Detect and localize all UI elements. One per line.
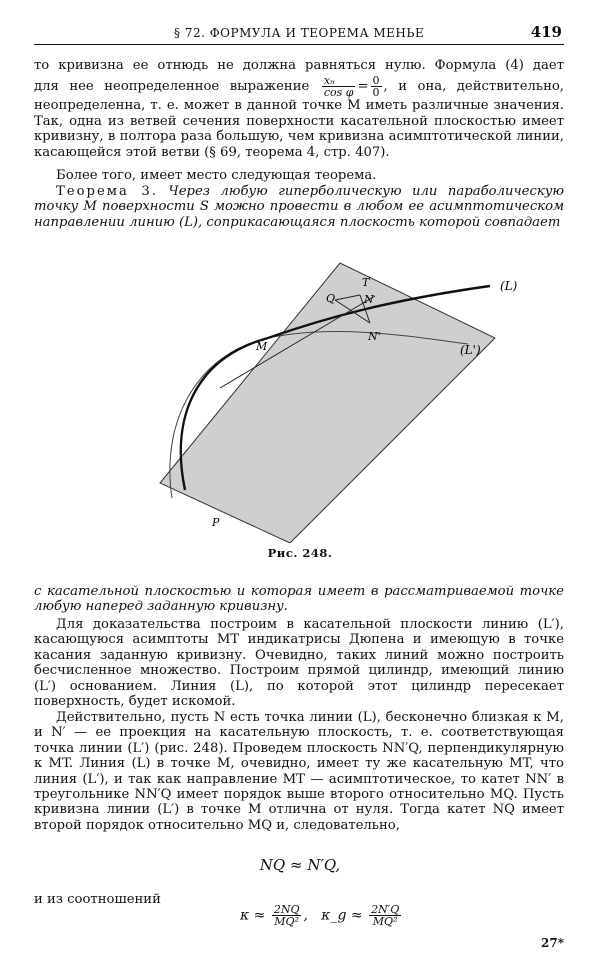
paragraph-argument: Действительно, пусть N есть точка линии (L), бесконечно близкая к M, и N′ — ее проекция на касательную плоскость, т. е. соответствующая точка линии (L′) (рис. 248). Проведем плоскость NN′Q, перпендикулярную к MT. Линия (L) в точке M, очевидно, имеет ту же касательную MT, что линия (L′), и так как направление MT — асимптотическое, то катет NN′ в треугольнике NN′Q имеет порядок выше второго относительно MQ. Пусть кривизна линии (L′) в точке M отлична от нуля. Тогда катет NQ имеет второй порядок относительно MQ и, следовательно, bbox=[34, 710, 564, 833]
label-P: P bbox=[212, 516, 220, 529]
fraction-zero-zero: $\frac{0}{0}$ bbox=[372, 74, 380, 100]
theorem-text-part1: Через любую гиперболическую или параболическую точку M поверхности S можно провести в любом ее асимптотическом направлении линию (L), соприкасающаяся плоскость которой совпадает bbox=[34, 184, 564, 230]
page-number: 419 bbox=[530, 23, 562, 41]
para1-line2: для нее неопределенное выражение $\frac{\text{xₙ}}{\text{cos φ}}$ = $\frac{0}{0}$ , и она, действительно, bbox=[34, 74, 564, 100]
equation-intro: и из соотношений bbox=[34, 892, 161, 907]
theorem-3 bbox=[34, 184, 564, 230]
fraction-xn-cos: $\frac{\text{xₙ}}{\text{cos φ}}$ bbox=[323, 74, 354, 100]
label-N: N bbox=[364, 293, 374, 306]
figure-248 bbox=[150, 258, 540, 543]
paragraph-proof: Для доказательства построим в касательной плоскости линию (L′), касающуюся асимптоты MT индикатрисы Дюпена и имеющую в точке касания заданную кривизну. Очевидно, таких линий можно построить бесчисленное множество. Построим прямой цилиндр, имеющий линию (L′) основанием. Линия (L), по которой этот цилиндр пересекает поверхность, будет искомой. bbox=[34, 617, 564, 710]
theorem-label: Теорема 3. bbox=[56, 184, 158, 199]
section-title: § 72. ФОРМУЛА И ТЕОРЕМА МЕНЬЕ bbox=[174, 26, 425, 40]
tangent-plane bbox=[160, 263, 495, 543]
label-M: M bbox=[256, 340, 268, 353]
label-Q: Q bbox=[326, 292, 336, 305]
signature-mark: 27* bbox=[541, 936, 564, 950]
paragraph-2: Более того, имеет место следующая теорема. bbox=[56, 168, 377, 183]
label-L: (L) bbox=[500, 279, 518, 293]
figure-caption: Рис. 248. bbox=[267, 546, 333, 560]
paragraph-1 bbox=[34, 58, 564, 160]
equation-nq-approx: NQ ≈ N′Q, bbox=[259, 856, 341, 874]
label-L-prime: (L') bbox=[460, 343, 481, 357]
running-header bbox=[34, 24, 564, 45]
label-T: T bbox=[362, 276, 370, 289]
theorem-3-continued: с касательной плоскостью и которая имеет в рассматриваемой точке любую наперед заданную кривизну. bbox=[34, 584, 564, 615]
equation-curvature: κ ≈ $\frac{2NQ}{\text{MQ²}}$ , κ_g ≈ $\frac{2N'Q}{\text{MQ²}}$ bbox=[240, 903, 400, 928]
para1-rest: неопределенна, т. е. может в данной точке M иметь различные значения. Так, одна из ветвей сечения поверхности касательной плоскостью имеет кривизну, в полтора раза большую, чем кривизна асимптотической линии, касающейся этой ветви (§ 69, теорема 4, стр. 407). bbox=[34, 98, 564, 160]
label-N-prime: N' bbox=[368, 330, 381, 343]
para1-line1: то кривизна ее отнюдь не должна равняться нулю. Формула (4) дает bbox=[34, 58, 564, 73]
